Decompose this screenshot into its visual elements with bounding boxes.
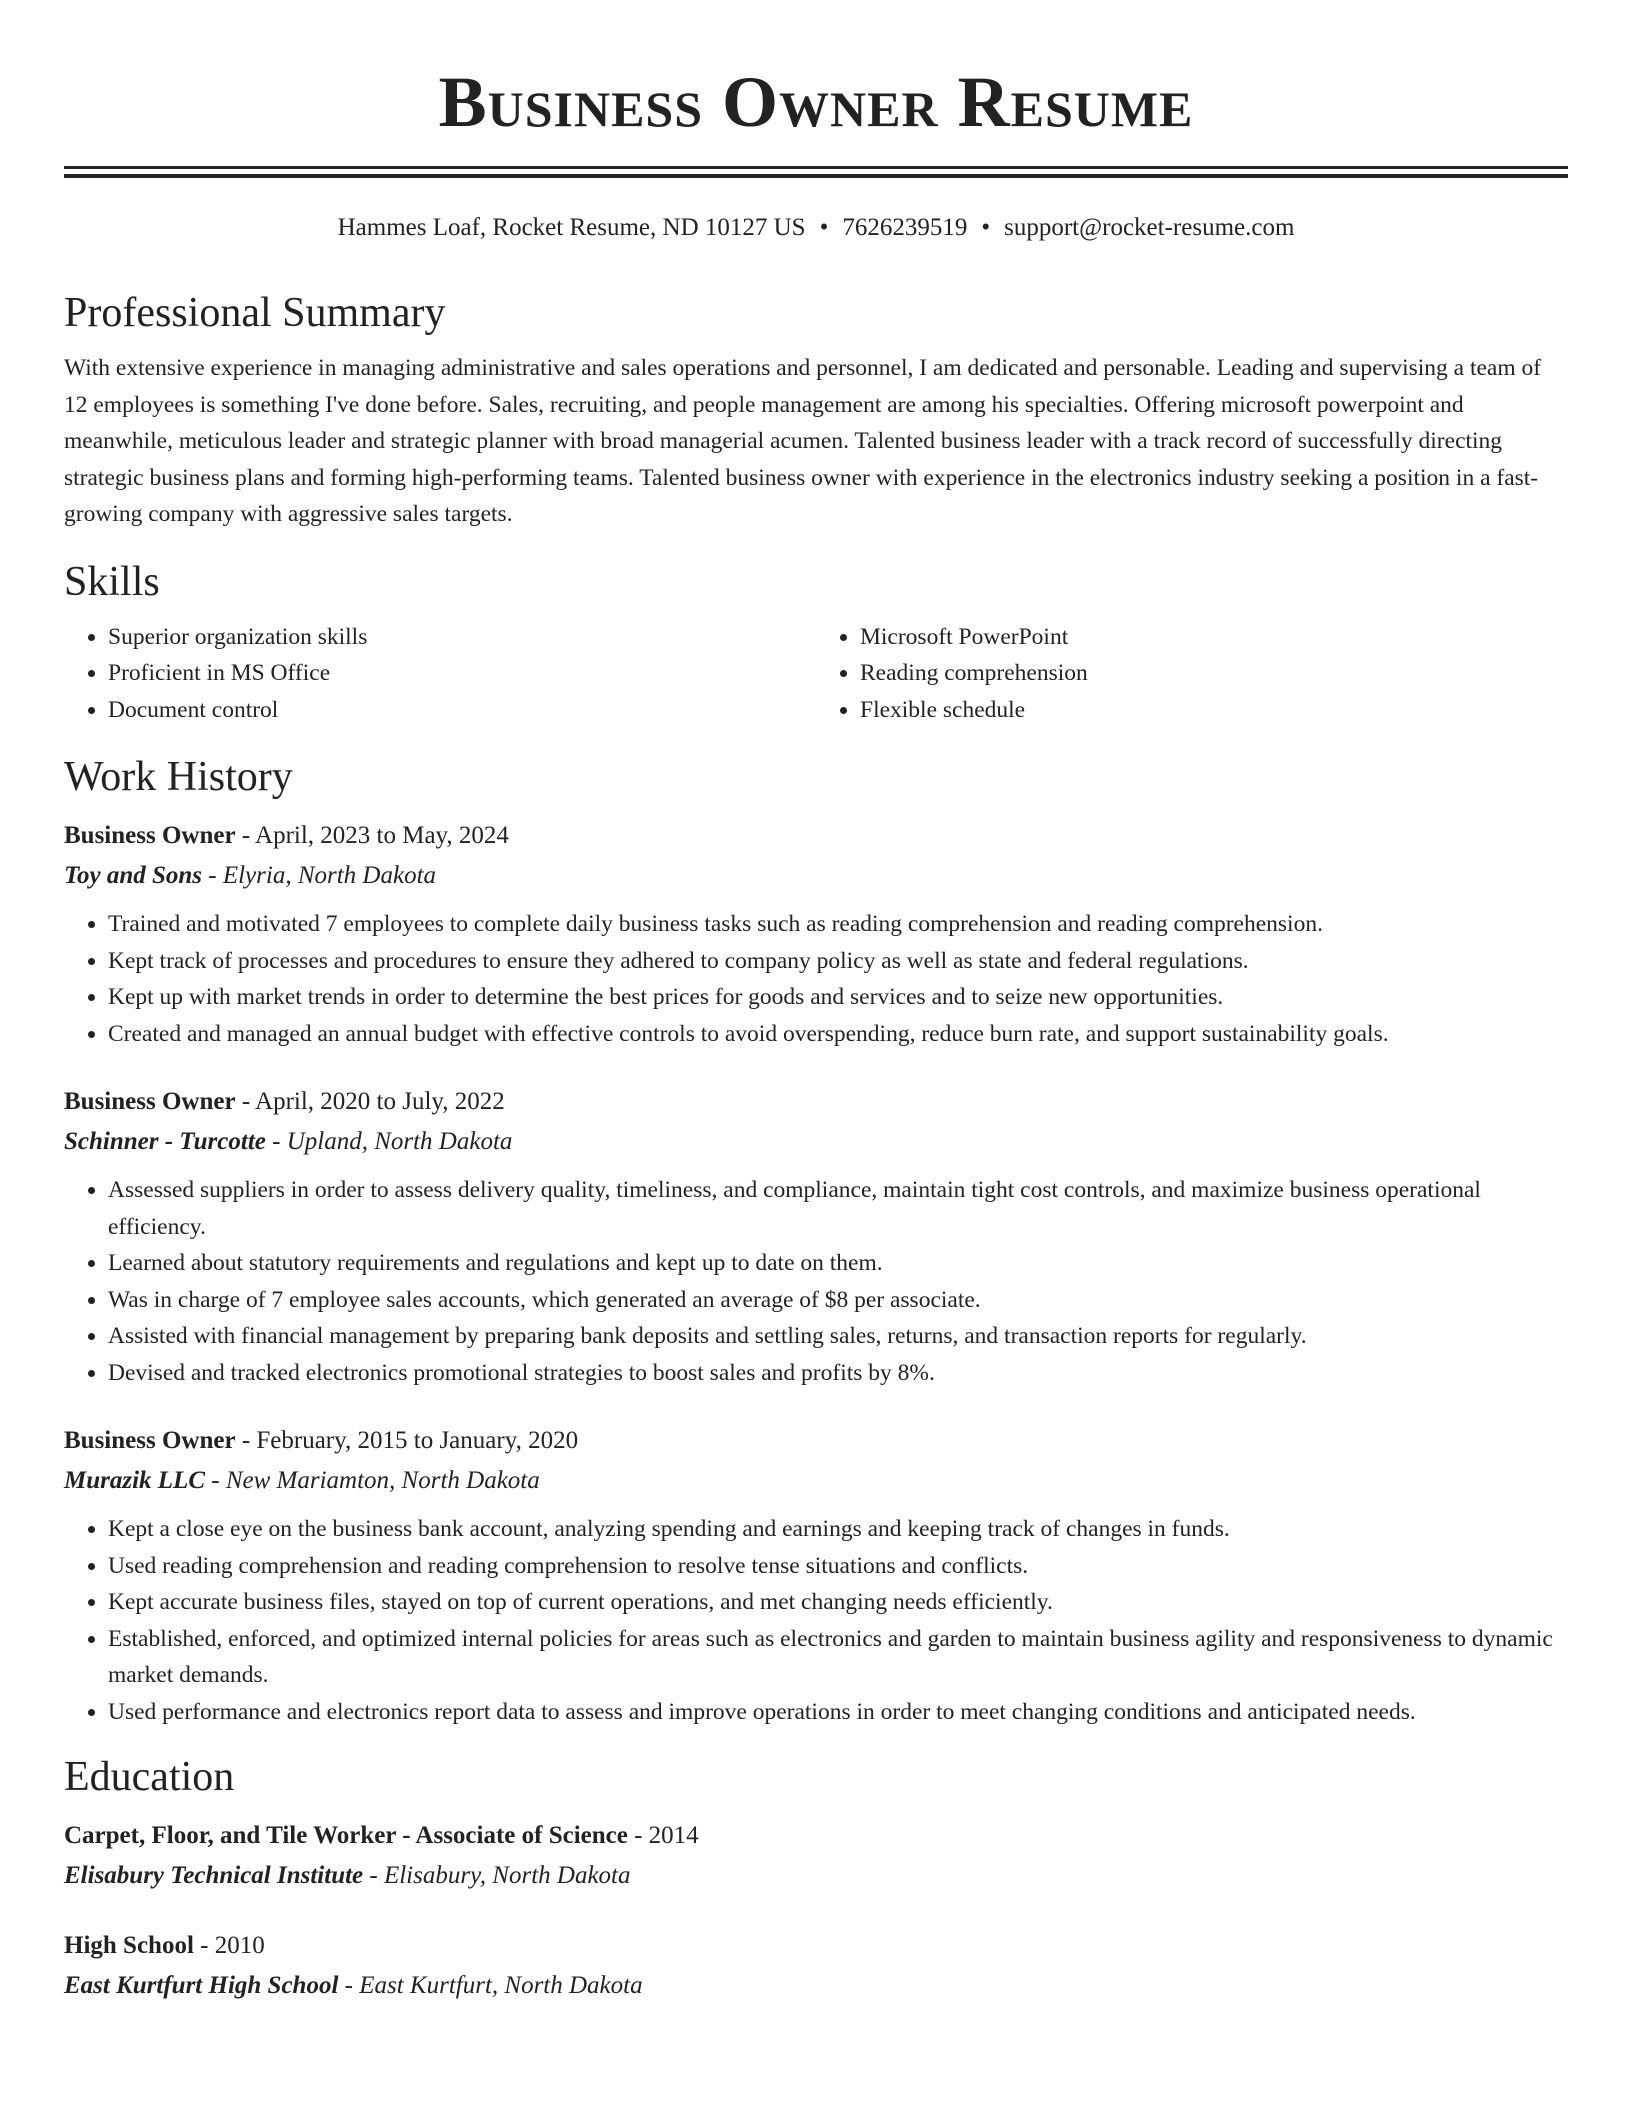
- skills-heading: Skills: [64, 558, 160, 605]
- job-bullet: • Created and managed an annual budget with effective controls to avoid overspending, reduce burn rate, and support sustainability goals.: [108, 1016, 1568, 1053]
- education-year: - 2010: [193, 1932, 265, 1959]
- job-location: - Upland, North Dakota: [265, 1128, 513, 1155]
- job-title: Business Owner: [64, 822, 236, 849]
- title-divider-top: [64, 166, 1568, 169]
- contact-separator: •: [981, 214, 991, 241]
- job-entry: [64, 1421, 1568, 1730]
- job-dates: - February, 2015 to January, 2020: [235, 1427, 579, 1454]
- education-school: East Kurtfurt High School: [64, 1972, 339, 1999]
- job-entry: [64, 816, 1568, 1052]
- education-degree: Carpet, Floor, and Tile Worker - Associate of Science: [64, 1822, 628, 1849]
- education-location: - Elisabury, North Dakota: [363, 1862, 631, 1889]
- job-company: Murazik LLC: [64, 1467, 206, 1494]
- education-section: [64, 1752, 1568, 2006]
- education-entry: [64, 1816, 1568, 1896]
- job-bullet: • Trained and motivated 7 employees to complete daily business tasks such as reading comprehension and reading comprehension.: [108, 906, 1568, 943]
- skill-item: • Superior organization skills: [108, 619, 816, 656]
- resume-title: Business Owner Resume: [438, 62, 1194, 142]
- contact-email: support@rocket-resume.com: [1004, 214, 1295, 241]
- contact-line: [64, 212, 1568, 244]
- job-title-line: [64, 816, 1568, 856]
- job-location: - New Mariamton, North Dakota: [205, 1467, 540, 1494]
- education-location: - East Kurtfurt, North Dakota: [338, 1972, 643, 1999]
- job-bullet: • Learned about statutory requirements and regulations and kept up to date on them.: [108, 1245, 1568, 1282]
- education-year: - 2014: [627, 1822, 699, 1849]
- skills-right-list: [816, 619, 1568, 729]
- contact-phone: 7626239519: [842, 214, 968, 241]
- job-bullet: • Devised and tracked electronics promotional strategies to boost sales and profits by 8%.: [108, 1355, 1568, 1392]
- skill-item: • Proficient in MS Office: [108, 655, 816, 692]
- job-dates: - April, 2020 to July, 2022: [235, 1088, 505, 1115]
- job-title: Business Owner: [64, 1088, 236, 1115]
- job-company-line: [64, 856, 1568, 896]
- job-company-line: [64, 1461, 1568, 1501]
- education-degree-line: [64, 1926, 1568, 1966]
- summary-section: [64, 288, 1568, 533]
- job-bullet: • Used performance and electronics report data to assess and improve operations in order to meet changing conditions and anticipated needs.: [108, 1694, 1568, 1731]
- job-company-line: [64, 1122, 1568, 1162]
- job-title-line: [64, 1421, 1568, 1461]
- summary-text: With extensive experience in managing administrative and sales operations and personnel, I am dedicated and personable. Leading and supervising a team of 12 employees is something I've done before. Sales, recruiting, and people management are among his specialties. Offering microsoft powerpoint and meanwhile, meticulous leader and strategic planner with broad managerial acumen. Talented business leader with a track record of successfully directing strategic business plans and forming high-performing teams. Talented business owner with experience in the electronics industry seeking a position in a fast-growing company with aggressive sales targets.: [64, 355, 1542, 527]
- job-company: Toy and Sons: [64, 862, 203, 889]
- job-entry: [64, 1082, 1568, 1391]
- education-school-line: [64, 1856, 1568, 1896]
- job-title-line: [64, 1082, 1568, 1122]
- job-dates: - April, 2023 to May, 2024: [235, 822, 509, 849]
- skills-left-list: [64, 619, 816, 729]
- job-title: Business Owner: [64, 1427, 236, 1454]
- skill-item: • Microsoft PowerPoint: [860, 619, 1568, 656]
- title-divider-bottom: [64, 174, 1568, 178]
- job-bullet: • Was in charge of 7 employee sales accounts, which generated an average of $8 per associate.: [108, 1282, 1568, 1319]
- education-entry: [64, 1926, 1568, 2006]
- skills-section: [64, 557, 1568, 729]
- skill-item: • Document control: [108, 692, 816, 729]
- contact-address: Hammes Loaf, Rocket Resume, ND 10127 US: [337, 214, 806, 241]
- work-heading: Work History: [64, 754, 293, 800]
- job-company: Schinner - Turcotte: [64, 1128, 266, 1155]
- job-bullet: • Used reading comprehension and reading comprehension to resolve tense situations and conflicts.: [108, 1548, 1568, 1585]
- skill-item: • Flexible schedule: [860, 692, 1568, 729]
- job-bullets: [64, 1511, 1568, 1730]
- summary-heading: Professional Summary: [64, 290, 446, 336]
- job-bullet: • Assisted with financial management by preparing bank deposits and settling sales, returns, and transaction reports for regularly.: [108, 1318, 1568, 1355]
- education-heading: Education: [64, 1754, 235, 1800]
- job-bullet: • Kept up with market trends in order to determine the best prices for goods and services and to seize new opportunities.: [108, 979, 1568, 1016]
- job-bullet: • Kept a close eye on the business bank account, analyzing spending and earnings and keeping track of changes in funds.: [108, 1511, 1568, 1548]
- job-bullet: • Kept accurate business files, stayed on top of current operations, and met changing needs efficiently.: [108, 1584, 1568, 1621]
- skill-item: • Reading comprehension: [860, 655, 1568, 692]
- job-bullets: [64, 906, 1568, 1052]
- job-bullet: • Established, enforced, and optimized internal policies for areas such as electronics and garden to maintain business agility and responsiveness to dynamic market demands.: [108, 1621, 1568, 1694]
- job-bullet: • Kept track of processes and procedures to ensure they adhered to company policy as well as state and federal regulations.: [108, 943, 1568, 980]
- skills-columns: [64, 619, 1568, 729]
- education-degree: High School: [64, 1932, 194, 1959]
- job-location: - Elyria, North Dakota: [202, 862, 437, 889]
- job-bullet: • Assessed suppliers in order to assess delivery quality, timeliness, and compliance, maintain tight cost controls, and maximize business operational efficiency.: [108, 1172, 1568, 1245]
- job-bullets: [64, 1172, 1568, 1391]
- work-section: [64, 752, 1568, 1730]
- education-school: Elisabury Technical Institute: [64, 1862, 364, 1889]
- contact-separator: •: [819, 214, 829, 241]
- education-school-line: [64, 1966, 1568, 2006]
- education-degree-line: [64, 1816, 1568, 1856]
